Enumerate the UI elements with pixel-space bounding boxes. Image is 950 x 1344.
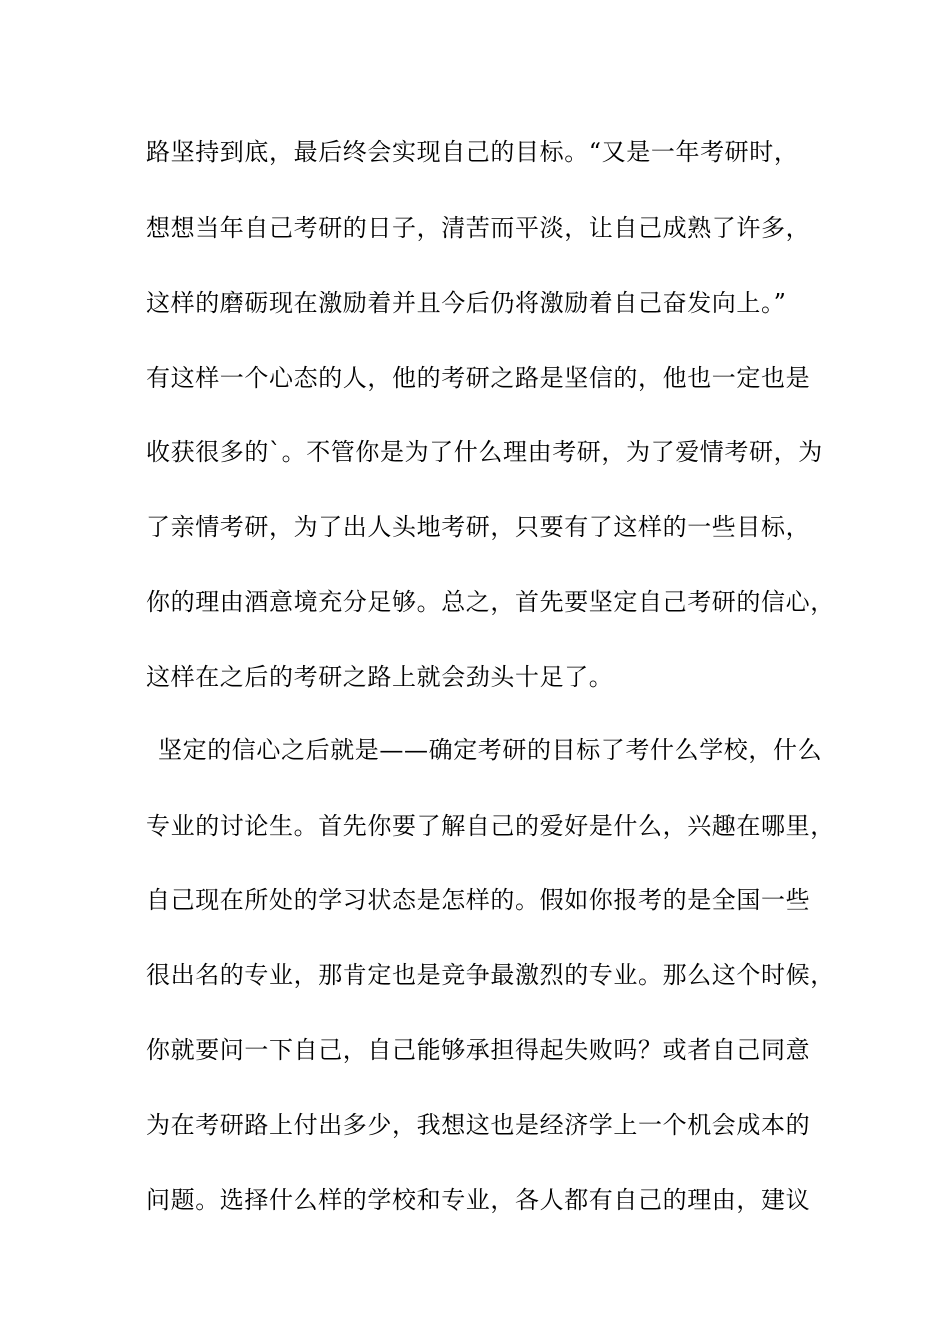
text-line: 想想当年自己考研的日子，清苦而平淡，让自己成熟了许多， xyxy=(146,214,811,242)
paragraph-first-line: 坚定的信心之后就是——确定考研的目标了考什么学校，什么 xyxy=(158,736,823,764)
text-line: 收获很多的`。不管你是为了什么理由考研，为了爱情考研，为 xyxy=(146,438,823,466)
text-line: 自己现在所处的学习状态是怎样的。假如你报考的是全国一些 xyxy=(146,886,811,914)
text-line: 问题。选择什么样的学校和专业，各人都有自己的理由，建议 xyxy=(146,1186,811,1214)
text-line: 这样的磨砺现在激励着并且今后仍将激励着自己奋发向上。” xyxy=(146,289,787,317)
text-line: 为在考研路上付出多少，我想这也是经济学上一个机会成本的 xyxy=(146,1111,811,1139)
text-line: 路坚持到底，最后终会实现自己的目标。“又是一年考研时， xyxy=(146,138,799,166)
text-line: 了亲情考研，为了出人头地考研，只要有了这样的一些目标， xyxy=(146,513,811,541)
text-line: 你的理由酒意境充分足够。总之，首先要坚定自己考研的信心， xyxy=(146,588,835,616)
text-line: 有这样一个心态的人，他的考研之路是坚信的，他也一定也是 xyxy=(146,364,811,392)
text-line: 专业的讨论生。首先你要了解自己的爱好是什么，兴趣在哪里， xyxy=(146,812,835,840)
text-line: 很出名的专业，那肯定也是竞争最激烈的专业。那么这个时候， xyxy=(146,961,835,989)
text-line: 这样在之后的考研之路上就会劲头十足了。 xyxy=(146,663,614,691)
text-line: 你就要问一下自己，自己能够承担得起失败吗？或者自己同意 xyxy=(146,1036,811,1064)
